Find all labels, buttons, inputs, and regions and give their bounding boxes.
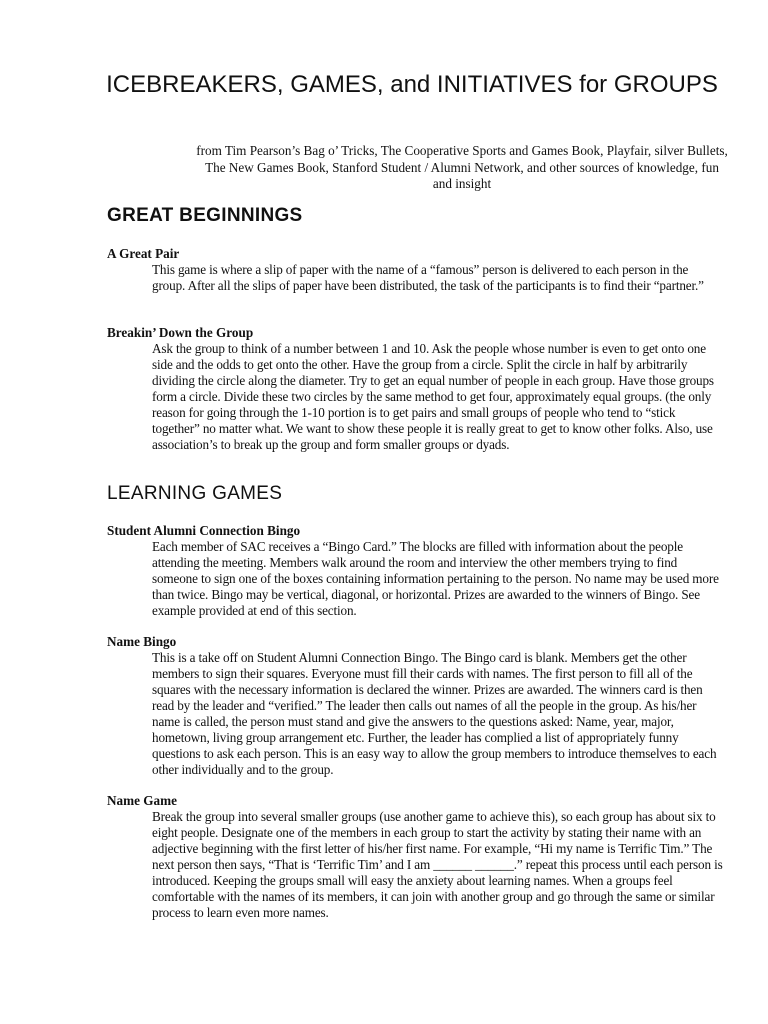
entry-body-a-great-pair: This game is where a slip of paper with the name of a “famous” person is delivered to each person in the group. After all the slips of paper have been distributed, the task of the participants is to find their “partner.” <box>152 262 704 293</box>
entry-title-a-great-pair: A Great Pair <box>107 246 180 261</box>
entry-body-name-game: Break the group into several smaller groups (use another game to achieve this), so each group has about six to eight people. Designate one of the members in each group to start the activity by stating their name with an adjective beginning with the first letter of his/her first name. For example, “Hi my name is Terrific Tim.” The next person then says, “That is ‘Terrific Tim’ and I am ______ ______.” repeat this process until each person is introduced. Keeping the groups small will easy the anxiety about learning names. When a groups feel comfortable with the names of its members, it can join with another group and go through the same or similar process to learn even more names. <box>152 809 723 920</box>
entry-title-student-alumni-connection-bingo: Student Alumni Connection Bingo <box>107 523 301 538</box>
entry-title-breakin-down-the-group: Breakin’ Down the Group <box>107 325 254 340</box>
section-heading-great-beginnings: GREAT BEGINNINGS <box>107 205 303 226</box>
section-heading-learning-games: LEARNING GAMES <box>107 483 283 504</box>
document-subtitle: from Tim Pearson’s Bag o’ Tricks, The Cooperative Sports and Games Book, Playfair, silver Bullets, The New Games Book, Stanford Student / Alumni Network, and other sources of knowledge, fun and insight <box>196 143 728 191</box>
entry-body-name-bingo: This is a take off on Student Alumni Connection Bingo. The Bingo card is blank. Members get the other members to sign their squares. Everyone must fill their cards with names. The first person to fill all of the squares with the necessary information is declared the winner. Prizes are awarded. The winners card is then read by the leader and “verified.” The leader then calls out names of all the people in the group. As his/her name is called, the person must stand and give the answers to the questions asked: Name, year, major, hometown, living group arrangement etc. Further, the leader has complied a list of appropriately funny questions to ask each person. This is an easy way to allow the group members to introduce themselves to each other individually and to the group. <box>152 650 717 777</box>
entry-body-breakin-down-the-group: Ask the group to think of a number between 1 and 10. Ask the people whose number is even to get onto one side and the odds to get onto the other. Have the group from a circle. Split the circle in half by arbitrarily dividing the circle along the diameter. Try to get an equal number of people in each group. Have those groups form a circle. Divide these two circles by the same method to get four, approximately equal groups. (the only reason for going through the 1-10 portion is to get pairs and small groups of people who tend to “stick together” no matter what. We want to show these people it is really great to get to know other folks. Also, use association’s to break up the group and form smaller groups or dyads. <box>152 341 714 452</box>
entry-title-name-game: Name Game <box>107 793 177 808</box>
entry-title-name-bingo: Name Bingo <box>107 634 177 649</box>
entry-body-student-alumni-connection-bingo: Each member of SAC receives a “Bingo Card.” The blocks are filled with information about the people attending the meeting. Members walk around the room and interview the other members trying to find someone to sign one of the boxes containing information pertaining to the person. No name may be used more than twice. Bingo may be vertical, diagonal, or horizontal. Prizes are awarded to the winners of Bingo. See example provided at end of this section. <box>152 539 719 618</box>
document-title: ICEBREAKERS, GAMES, and INITIATIVES for GROUPS <box>106 71 718 98</box>
